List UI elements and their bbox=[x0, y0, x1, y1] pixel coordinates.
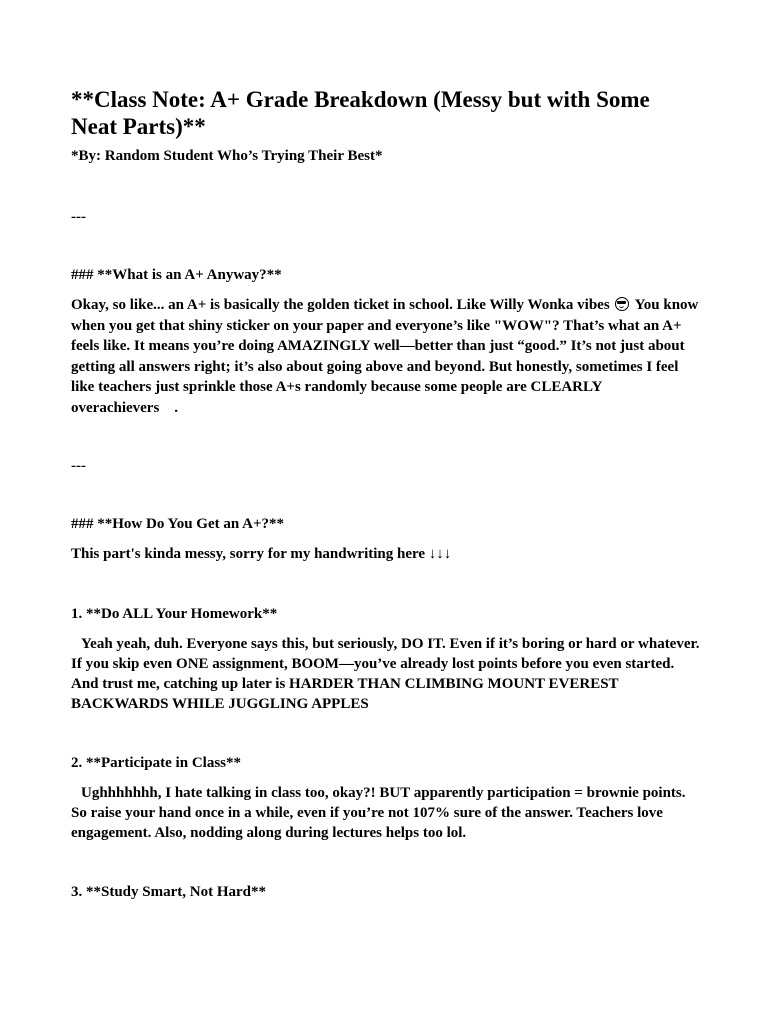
document-byline: *By: Random Student Who’s Trying Their Best* bbox=[71, 148, 383, 164]
list-item-body-text: Yeah yeah, duh. Everyone says this, but seriously, DO IT. Even if it’s boring or hard or whatever. If you skip even ONE assignment, BOOM—you’ve already lost points before you even started. And trust me, catching up later is HARDER THAN CLIMBING MOUNT EVEREST BACKWARDS WHILE JUGGLING APPLES bbox=[71, 635, 700, 713]
section-heading-what-is-a-plus: ### **What is an A+ Anyway?** bbox=[71, 267, 282, 283]
section-intro-how-to-get-a-plus: This part's kinda messy, sorry for my handwriting here ↓↓↓ bbox=[71, 546, 452, 562]
paragraph-text-part2: You know when you get that shiny sticker on your paper and everyone’s like "WOW"? That’s what an A+ feels like. It means you’re doing AMAZINGLY well—better than just “good.” It’s not just about getting all answers right; it’s also about going above and beyond. But honestly, sometimes I feel like teachers just sprinkle those A+s randomly because some people are CLEARLY overachievers bbox=[71, 297, 699, 416]
paragraph-text-end: . bbox=[174, 399, 179, 416]
list-item-heading: 1. **Do ALL Your Homework** bbox=[71, 605, 278, 622]
list-item-heading: 2. **Participate in Class** bbox=[71, 754, 241, 771]
paragraph-text-part1: Okay, so like... an A+ is basically the golden ticket in school. Like Willy Wonka vibes bbox=[71, 297, 610, 313]
document-title: **Class Note: A+ Grade Breakdown (Messy but with Some Neat Parts)** bbox=[71, 87, 650, 139]
list-item-body-text: Ughhhhhhh, I hate talking in class too, okay?! BUT apparently participation = brownie points. So raise your hand once in a while, even if you’re not 107% sure of the answer. Teachers love engagement. Also, nodding along during lectures helps too lol. bbox=[71, 784, 686, 842]
class-note-document bbox=[71, 86, 701, 902]
list-item-body bbox=[71, 783, 701, 844]
separator: --- bbox=[71, 209, 86, 225]
smiling-face-with-sunglasses-icon bbox=[615, 297, 629, 311]
list-item-body bbox=[71, 634, 701, 715]
list-item-heading: 3. **Study Smart, Not Hard** bbox=[71, 883, 267, 900]
section-heading-how-to-get-a-plus: ### **How Do You Get an A+?** bbox=[71, 516, 285, 532]
separator: --- bbox=[71, 458, 86, 474]
section-paragraph-what-is-a-plus bbox=[71, 295, 701, 418]
